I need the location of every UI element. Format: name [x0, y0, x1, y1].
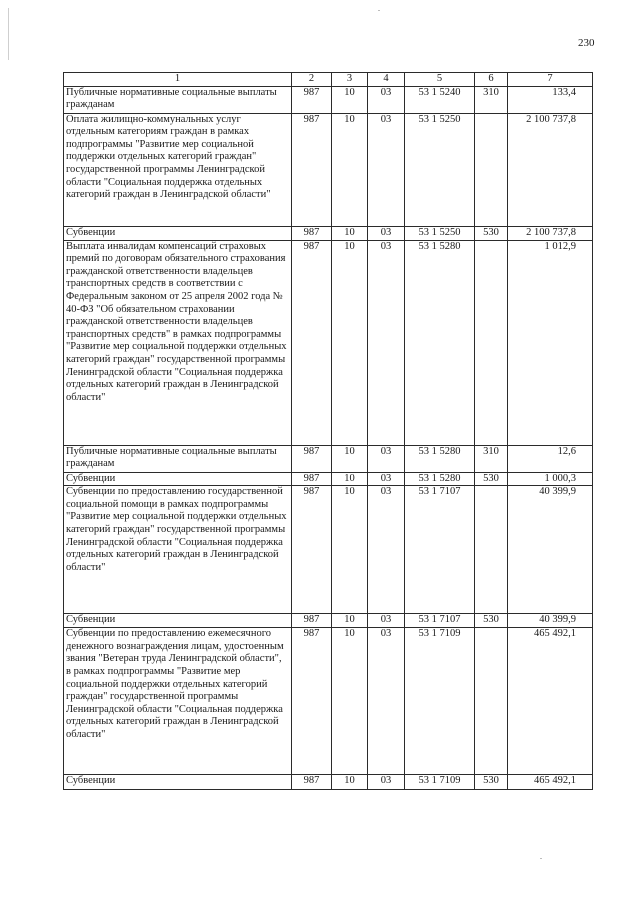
row-col-2: 987	[292, 240, 332, 445]
row-amount: 2 100 737,8	[508, 226, 593, 240]
row-description: Субвенции	[64, 472, 292, 486]
row-col-4: 03	[368, 486, 405, 614]
row-col-6: 310	[475, 86, 508, 113]
table-row	[64, 486, 593, 614]
row-col-6: 530	[475, 775, 508, 790]
row-col-3: 10	[332, 240, 368, 445]
row-description: Субвенции	[64, 226, 292, 240]
row-description: Выплата инвалидам компенсаций страховых премий по договорам обязательного страхования гражданской ответственности владельцев транспортных средств в соответствии с Федеральным законом от 25 апреля 2002 года № 40-ФЗ "Об обязательном страховании гражданской ответственности владельцев транспортных средств" в рамках подпрограммы "Развитие мер социальной поддержки отдельных категорий граждан" государственной программы Ленинградской области "Социальная поддержка отдельных категорий граждан в Ленинградской области"	[64, 240, 292, 445]
table-row	[64, 240, 593, 445]
row-col-2: 987	[292, 614, 332, 628]
row-col-3: 10	[332, 113, 368, 226]
row-col-2: 987	[292, 226, 332, 240]
row-description: Субвенции по предоставлению государственной социальной помощи в рамках подпрограммы "Развитие мер социальной поддержки отдельных категорий граждан" государственной программы Ленинградской области "Социальная поддержка отдельных категорий граждан в Ленинградской области"	[64, 486, 292, 614]
row-col-5: 53 1 7107	[405, 486, 475, 614]
row-amount: 40 399,9	[508, 614, 593, 628]
row-col-4: 03	[368, 775, 405, 790]
row-col-3: 10	[332, 628, 368, 775]
scan-edge-mark	[8, 8, 9, 60]
row-col-6: 310	[475, 445, 508, 472]
row-col-2: 987	[292, 775, 332, 790]
row-col-4: 03	[368, 86, 405, 113]
column-header: 4	[368, 73, 405, 87]
column-header: 5	[405, 73, 475, 87]
column-header: 3	[332, 73, 368, 87]
row-amount: 465 492,1	[508, 775, 593, 790]
page-number: 230	[578, 37, 595, 49]
row-amount: 2 100 737,8	[508, 113, 593, 226]
scan-speck	[378, 10, 380, 11]
row-col-6	[475, 628, 508, 775]
row-col-3: 10	[332, 486, 368, 614]
row-col-4: 03	[368, 472, 405, 486]
row-description: Оплата жилищно-коммунальных услуг отдельным категориям граждан в рамках подпрограммы "Развитие мер социальной поддержки отдельных категорий граждан" государственной программы Ленинградской области "Социальная поддержка отдельных категорий граждан в Ленинградской области"	[64, 113, 292, 226]
row-col-2: 987	[292, 628, 332, 775]
table-row	[64, 775, 593, 790]
row-col-5: 53 1 5280	[405, 445, 475, 472]
row-description: Субвенции по предоставлению ежемесячного денежного вознаграждения лицам, удостоенным звания "Ветеран труда Ленинградской области", в рамках подпрограммы "Развитие мер социальной поддержки отдельных категорий граждан" государственной программы Ленинградской области "Социальная поддержка отдельных категорий граждан в Ленинградской области"	[64, 628, 292, 775]
scan-speck	[540, 858, 542, 859]
row-col-5: 53 1 5240	[405, 86, 475, 113]
row-col-4: 03	[368, 614, 405, 628]
row-col-4: 03	[368, 445, 405, 472]
row-col-5: 53 1 5280	[405, 240, 475, 445]
column-header: 1	[64, 73, 292, 87]
row-col-5: 53 1 7107	[405, 614, 475, 628]
row-col-6: 530	[475, 472, 508, 486]
row-col-5: 53 1 5280	[405, 472, 475, 486]
budget-table	[63, 72, 593, 790]
row-col-2: 987	[292, 486, 332, 614]
table-row	[64, 113, 593, 226]
row-col-4: 03	[368, 226, 405, 240]
row-col-6	[475, 113, 508, 226]
column-header: 2	[292, 73, 332, 87]
row-col-2: 987	[292, 472, 332, 486]
row-description: Субвенции	[64, 614, 292, 628]
row-amount: 465 492,1	[508, 628, 593, 775]
table-row	[64, 86, 593, 113]
row-col-2: 987	[292, 113, 332, 226]
table-row	[64, 628, 593, 775]
row-col-4: 03	[368, 113, 405, 226]
column-header: 6	[475, 73, 508, 87]
row-amount: 133,4	[508, 86, 593, 113]
row-col-3: 10	[332, 86, 368, 113]
row-col-3: 10	[332, 226, 368, 240]
row-col-2: 987	[292, 445, 332, 472]
row-amount: 40 399,9	[508, 486, 593, 614]
row-col-5: 53 1 5250	[405, 226, 475, 240]
row-description: Публичные нормативные социальные выплаты гражданам	[64, 445, 292, 472]
row-amount: 1 012,9	[508, 240, 593, 445]
column-header: 7	[508, 73, 593, 87]
row-amount: 1 000,3	[508, 472, 593, 486]
row-col-6	[475, 240, 508, 445]
row-col-3: 10	[332, 614, 368, 628]
row-col-4: 03	[368, 240, 405, 445]
row-col-3: 10	[332, 775, 368, 790]
table-row	[64, 226, 593, 240]
row-col-3: 10	[332, 472, 368, 486]
row-col-2: 987	[292, 86, 332, 113]
table-header-row	[64, 73, 593, 87]
row-col-6	[475, 486, 508, 614]
table-row	[64, 614, 593, 628]
row-col-6: 530	[475, 614, 508, 628]
row-col-5: 53 1 5250	[405, 113, 475, 226]
row-col-4: 03	[368, 628, 405, 775]
row-description: Публичные нормативные социальные выплаты гражданам	[64, 86, 292, 113]
table-row	[64, 472, 593, 486]
row-col-6: 530	[475, 226, 508, 240]
table-row	[64, 445, 593, 472]
row-description: Субвенции	[64, 775, 292, 790]
row-amount: 12,6	[508, 445, 593, 472]
row-col-5: 53 1 7109	[405, 775, 475, 790]
row-col-5: 53 1 7109	[405, 628, 475, 775]
row-col-3: 10	[332, 445, 368, 472]
